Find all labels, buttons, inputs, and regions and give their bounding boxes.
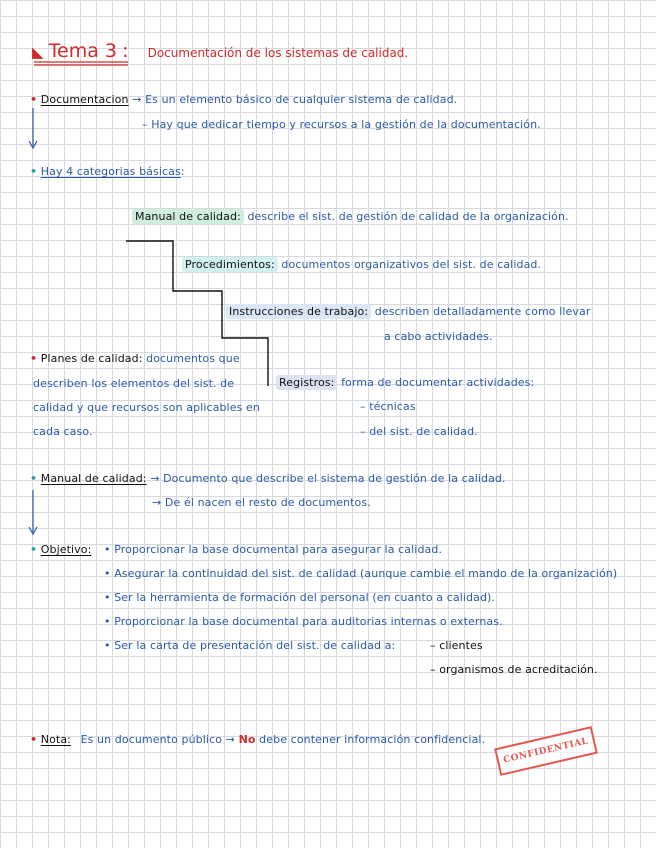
triangle-icon: ◣	[32, 43, 44, 61]
manual-text1: Documento que describe el sistema de gestión de la calidad.	[163, 472, 506, 485]
proc-label: Procedimientos:	[182, 257, 278, 272]
objetivo-heading: Objetivo:	[40, 543, 92, 556]
nota-no: No	[238, 733, 256, 746]
documentacion-line2: – Hay que dedicar tiempo y recursos a la gestión de la documentación.	[142, 118, 541, 131]
planes-text4: cada caso.	[33, 425, 93, 438]
reg-item2: – del sist. de calidad.	[360, 425, 478, 438]
planes-text2: describen los elementos del sist. de	[33, 377, 235, 390]
confidential-stamp: CONFIDENTIAL	[494, 726, 598, 776]
arrow-right-icon: →	[152, 496, 165, 509]
categoria-manual	[132, 210, 569, 223]
instr-text2: a cabo actividades.	[384, 330, 493, 343]
categoria-registros	[276, 376, 534, 389]
page-title	[32, 40, 408, 62]
planes-text1: documentos que	[146, 352, 240, 365]
nota-text1: Es un documento público	[80, 733, 223, 746]
manual-label: Manual de calidad:	[132, 209, 244, 224]
categoria-instrucciones	[226, 305, 590, 318]
manual-heading: Manual de calidad:	[40, 472, 147, 485]
manual-text: describe el sist. de gestión de calidad de la organización.	[247, 210, 569, 223]
title-text: Documentación de los sistemas de calidad.	[147, 46, 409, 60]
proc-text: documentos organizativos del sist. de calidad.	[281, 258, 542, 271]
bullet-dot-icon: •	[30, 352, 38, 365]
objetivo-item: • Ser la carta de presentación del sist. de calidad a:	[104, 639, 396, 652]
reg-label: Registros:	[276, 375, 337, 390]
arrow-right-icon: →	[225, 733, 239, 746]
arrow-right-icon: →	[150, 472, 164, 485]
categorias-heading: Hay 4 categorias básicas	[40, 165, 181, 178]
manual-line1	[30, 472, 506, 485]
reg-item1: – técnicas	[360, 400, 416, 413]
nota-row	[30, 733, 485, 746]
title-label: Tema 3	[48, 40, 117, 62]
bullet-dot-icon: •	[30, 733, 38, 746]
categoria-procedimientos	[182, 258, 541, 271]
manual-line2	[152, 496, 371, 509]
categorias-heading-row: • Hay 4 categorias básicas:	[30, 165, 185, 178]
nota-heading: Nota:	[40, 733, 71, 746]
objetivo-item: • Proporcionar la base documental para asegurar la calidad.	[104, 543, 443, 556]
planes-label: Planes de calidad:	[40, 352, 143, 365]
instr-text1: describen detalladamente como llevar	[374, 305, 591, 318]
documentacion-line1	[30, 93, 457, 106]
objetivo-heading-row	[30, 543, 91, 556]
bullet-dot-icon: •	[30, 472, 38, 485]
documentacion-text1: Es un elemento básico de cualquier sistema de calidad.	[145, 93, 458, 106]
planes-line1	[30, 352, 240, 365]
reg-text: forma de documentar actividades:	[341, 376, 535, 389]
documentacion-text2: Hay que dedicar tiempo y recursos a la gestión de la documentación.	[151, 118, 541, 131]
instr-label: Instrucciones de trabajo:	[226, 304, 371, 319]
objetivo-sub1: – clientes	[430, 639, 483, 652]
bullet-dot-icon: •	[30, 543, 38, 556]
manual-text2: De él nacen el resto de documentos.	[164, 496, 371, 509]
objetivo-sub2: – organismos de acreditación.	[430, 663, 598, 676]
planes-text3: calidad y que recursos son aplicables en	[33, 401, 260, 414]
arrow-right-icon: →	[132, 93, 146, 106]
bullet-dot-icon: •	[30, 93, 38, 106]
objetivo-item: • Asegurar la continuidad del sist. de calidad (aunque cambie el mando de la organización)	[104, 567, 618, 580]
objetivo-item: • Ser la herramienta de formación del personal (en cuanto a calidad).	[104, 591, 496, 604]
title-colon: :	[122, 40, 129, 62]
documentacion-heading: Documentacion	[40, 93, 129, 106]
nota-text2: debe contener información confidencial.	[259, 733, 486, 746]
bullet-dot-icon: •	[30, 165, 38, 178]
objetivo-item: • Proporcionar la base documental para auditorias internas o externas.	[104, 615, 503, 628]
